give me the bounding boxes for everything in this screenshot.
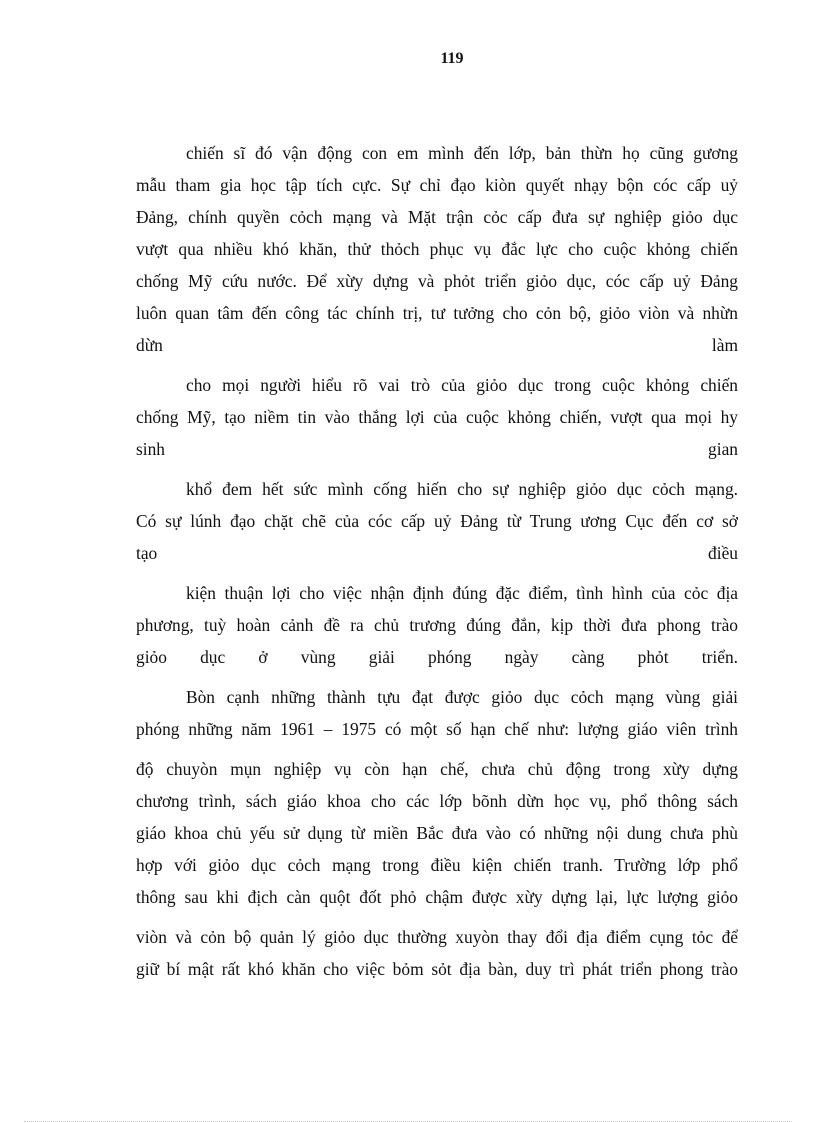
text-line: chương trình, sách giáo khoa cho các lớp bõnh dừn học vụ, phổ thông sách [136, 791, 738, 811]
page-number: 119 [440, 50, 464, 67]
text-line: giáo khoa chủ yếu sử dụng từ miền Bắc đưa vào có những nội dung chưa phù [136, 823, 738, 843]
text-line: dừn làm [136, 335, 738, 355]
text-line: sinh gian [136, 439, 738, 459]
text-line: thông sau khi địch càn quột đốt phỏ chậm được xừy dựng lại, lực lượng giỏo [136, 887, 738, 907]
text-line: giữ bí mật rất khó khăn cho việc bỏm sỏt địa bàn, duy trì phát triển phong trào [136, 959, 738, 979]
text-line: chống Mỹ cứu nước. Để xừy dựng và phỏt triển giỏo dục, cóc cấp uỷ Đảng [136, 271, 738, 291]
text-line: Bòn cạnh những thành tựu đạt được giỏo dục cỏch mạng vùng giải [186, 687, 738, 707]
text-line: phương, tuỳ hoàn cảnh đề ra chủ trương đúng đắn, kịp thời đưa phong trào [136, 615, 738, 635]
text-line: cho mọi người hiểu rõ vai trò của giỏo dục trong cuộc khỏng chiến [186, 375, 738, 395]
footer-rule [24, 1121, 792, 1122]
text-line: độ chuyòn mụn nghiệp vụ còn hạn chế, chưa chủ động trong xừy dựng [136, 759, 738, 779]
text-line: kiện thuận lợi cho việc nhận định đúng đặc điểm, tình hình của cỏc địa [186, 583, 738, 603]
text-line: chiến sĩ đó vận động con em mình đến lớp, bản thừn họ cũng gương [186, 143, 738, 163]
text-line: khổ đem hết sức mình cống hiến cho sự nghiệp giỏo dục cỏch mạng. [186, 479, 738, 499]
text-line: vượt qua nhiều khó khăn, thử thỏch phục vụ đắc lực cho cuộc khỏng chiến [136, 239, 738, 259]
text-line: Đảng, chính quyền cỏch mạng và Mặt trận cỏc cấp đưa sự nghiệp giỏo dục [136, 207, 738, 227]
text-line: giỏo dục ở vùng giải phóng ngày càng phỏt triển. [136, 647, 738, 667]
text-line: viòn và cỏn bộ quản lý giỏo dục thường xuyòn thay đổi địa điểm cụng tỏc để [136, 927, 738, 947]
text-line: luôn quan tâm đến công tác chính trị, tư tưởng cho cỏn bộ, giỏo viòn và nhừn [136, 303, 738, 323]
text-line: chống Mỹ, tạo niềm tin vào thắng lợi của cuộc khỏng chiến, vượt qua mọi hy [136, 407, 738, 427]
text-line: tạo điều [136, 543, 738, 563]
text-line: phóng những năm 1961 – 1975 có một số hạn chế như: lượng giáo viên trình [136, 719, 738, 739]
text-line: mẫu tham gia học tập tích cực. Sự chỉ đạo kiòn quyết nhạy bộn cóc cấp uỷ [136, 175, 738, 195]
text-line: Có sự lúnh đạo chặt chẽ của cóc cấp uỷ Đảng từ Trung ương Cục đến cơ sở [136, 511, 738, 531]
text-line: hợp với giỏo dục cỏch mạng trong điều kiện chiến tranh. Trường lớp phổ [136, 855, 738, 875]
